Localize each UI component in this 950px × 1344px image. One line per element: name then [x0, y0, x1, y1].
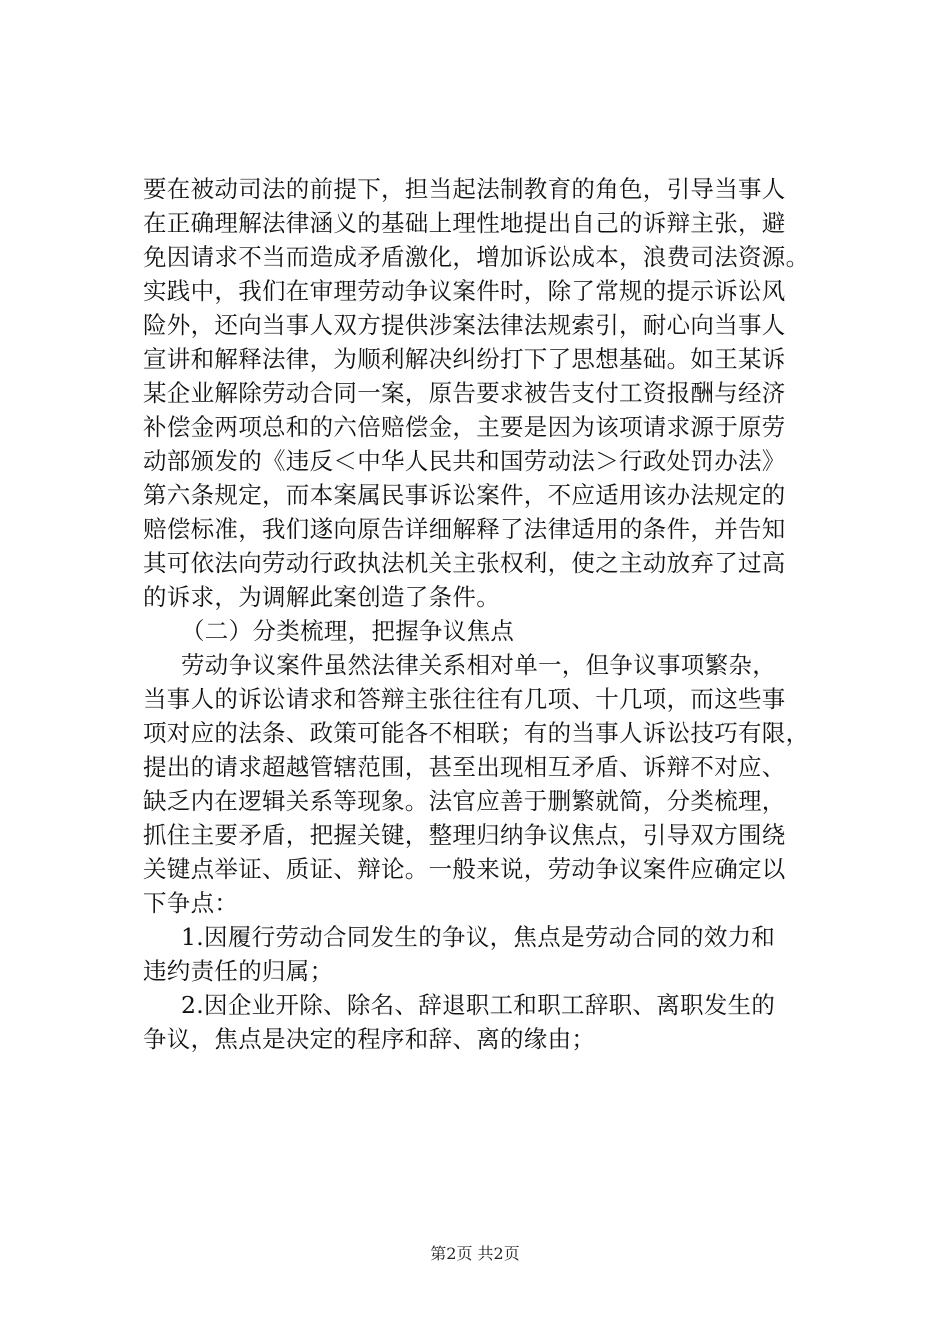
text-line: 争议，焦点是决定的程序和辞、离的缘由； [143, 1025, 596, 1053]
text-line: 违约责任的归属； [143, 957, 334, 985]
text-line: 当事人的诉讼请求和答辩主张往往有几项、十几项，而这些事 [143, 685, 786, 713]
text-line: 某企业解除劳动合同一案，原告要求被告支付工资报酬与经济 [143, 379, 786, 407]
text-line: 提出的请求超越管辖范围，甚至出现相互矛盾、诉辩不对应、 [143, 753, 786, 781]
text-line: 险外，还向当事人双方提供涉案法律法规索引，耐心向当事人 [143, 311, 786, 339]
text-line: 劳动争议案件虽然法律关系相对单一，但争议事项繁杂， [181, 651, 776, 679]
body-text [143, 172, 843, 1056]
page-number-footer: 第2页 共2页 [430, 1244, 520, 1263]
list-item: 1.因履行劳动合同发生的争议，焦点是劳动合同的效力和 [181, 923, 776, 951]
section-heading: （二）分类梳理，把握争议焦点 [181, 617, 515, 645]
text-line: 实践中，我们在审理劳动争议案件时，除了常规的提示诉讼风 [143, 277, 786, 305]
text-line: 动部颁发的《违反＜中华人民共和国劳动法＞行政处罚办法》 [143, 447, 786, 475]
list-item: 2.因企业开除、除名、辞退职工和职工辞职、离职发生的 [181, 991, 776, 1019]
text-line: 下争点： [143, 889, 239, 917]
text-line: 其可依法向劳动行政执法机关主张权利，使之主动放弃了过高 [143, 549, 786, 577]
text-line: 抓住主要矛盾，把握关键，整理归纳争议焦点，引导双方围绕 [143, 821, 786, 849]
text-line: 在正确理解法律涵义的基础上理性地提出自己的诉辩主张，避 [143, 209, 786, 237]
text-line: 缺乏内在逻辑关系等现象。法官应善于删繁就简，分类梳理， [143, 787, 786, 815]
text-line: 补偿金两项总和的六倍赔偿金，主要是因为该项请求源于原劳 [143, 413, 786, 441]
text-line: 免因请求不当而造成矛盾激化，增加诉讼成本，浪费司法资源。 [143, 243, 810, 271]
text-line: 赔偿标准，我们遂向原告详细解释了法律适用的条件，并告知 [143, 515, 786, 543]
text-line: 的诉求，为调解此案创造了条件。 [143, 583, 500, 611]
text-line: 项对应的法条、政策可能各不相联；有的当事人诉讼技巧有限， [143, 719, 810, 747]
text-line: 关键点举证、质证、辩论。一般来说，劳动争议案件应确定以 [143, 855, 786, 883]
text-line: 要在被动司法的前提下，担当起法制教育的角色，引导当事人 [143, 175, 786, 203]
text-line: 第六条规定，而本案属民事诉讼案件，不应适用该办法规定的 [143, 481, 786, 509]
text-line: 宣讲和解释法律，为顺利解决纠纷打下了思想基础。如王某诉 [143, 345, 786, 373]
